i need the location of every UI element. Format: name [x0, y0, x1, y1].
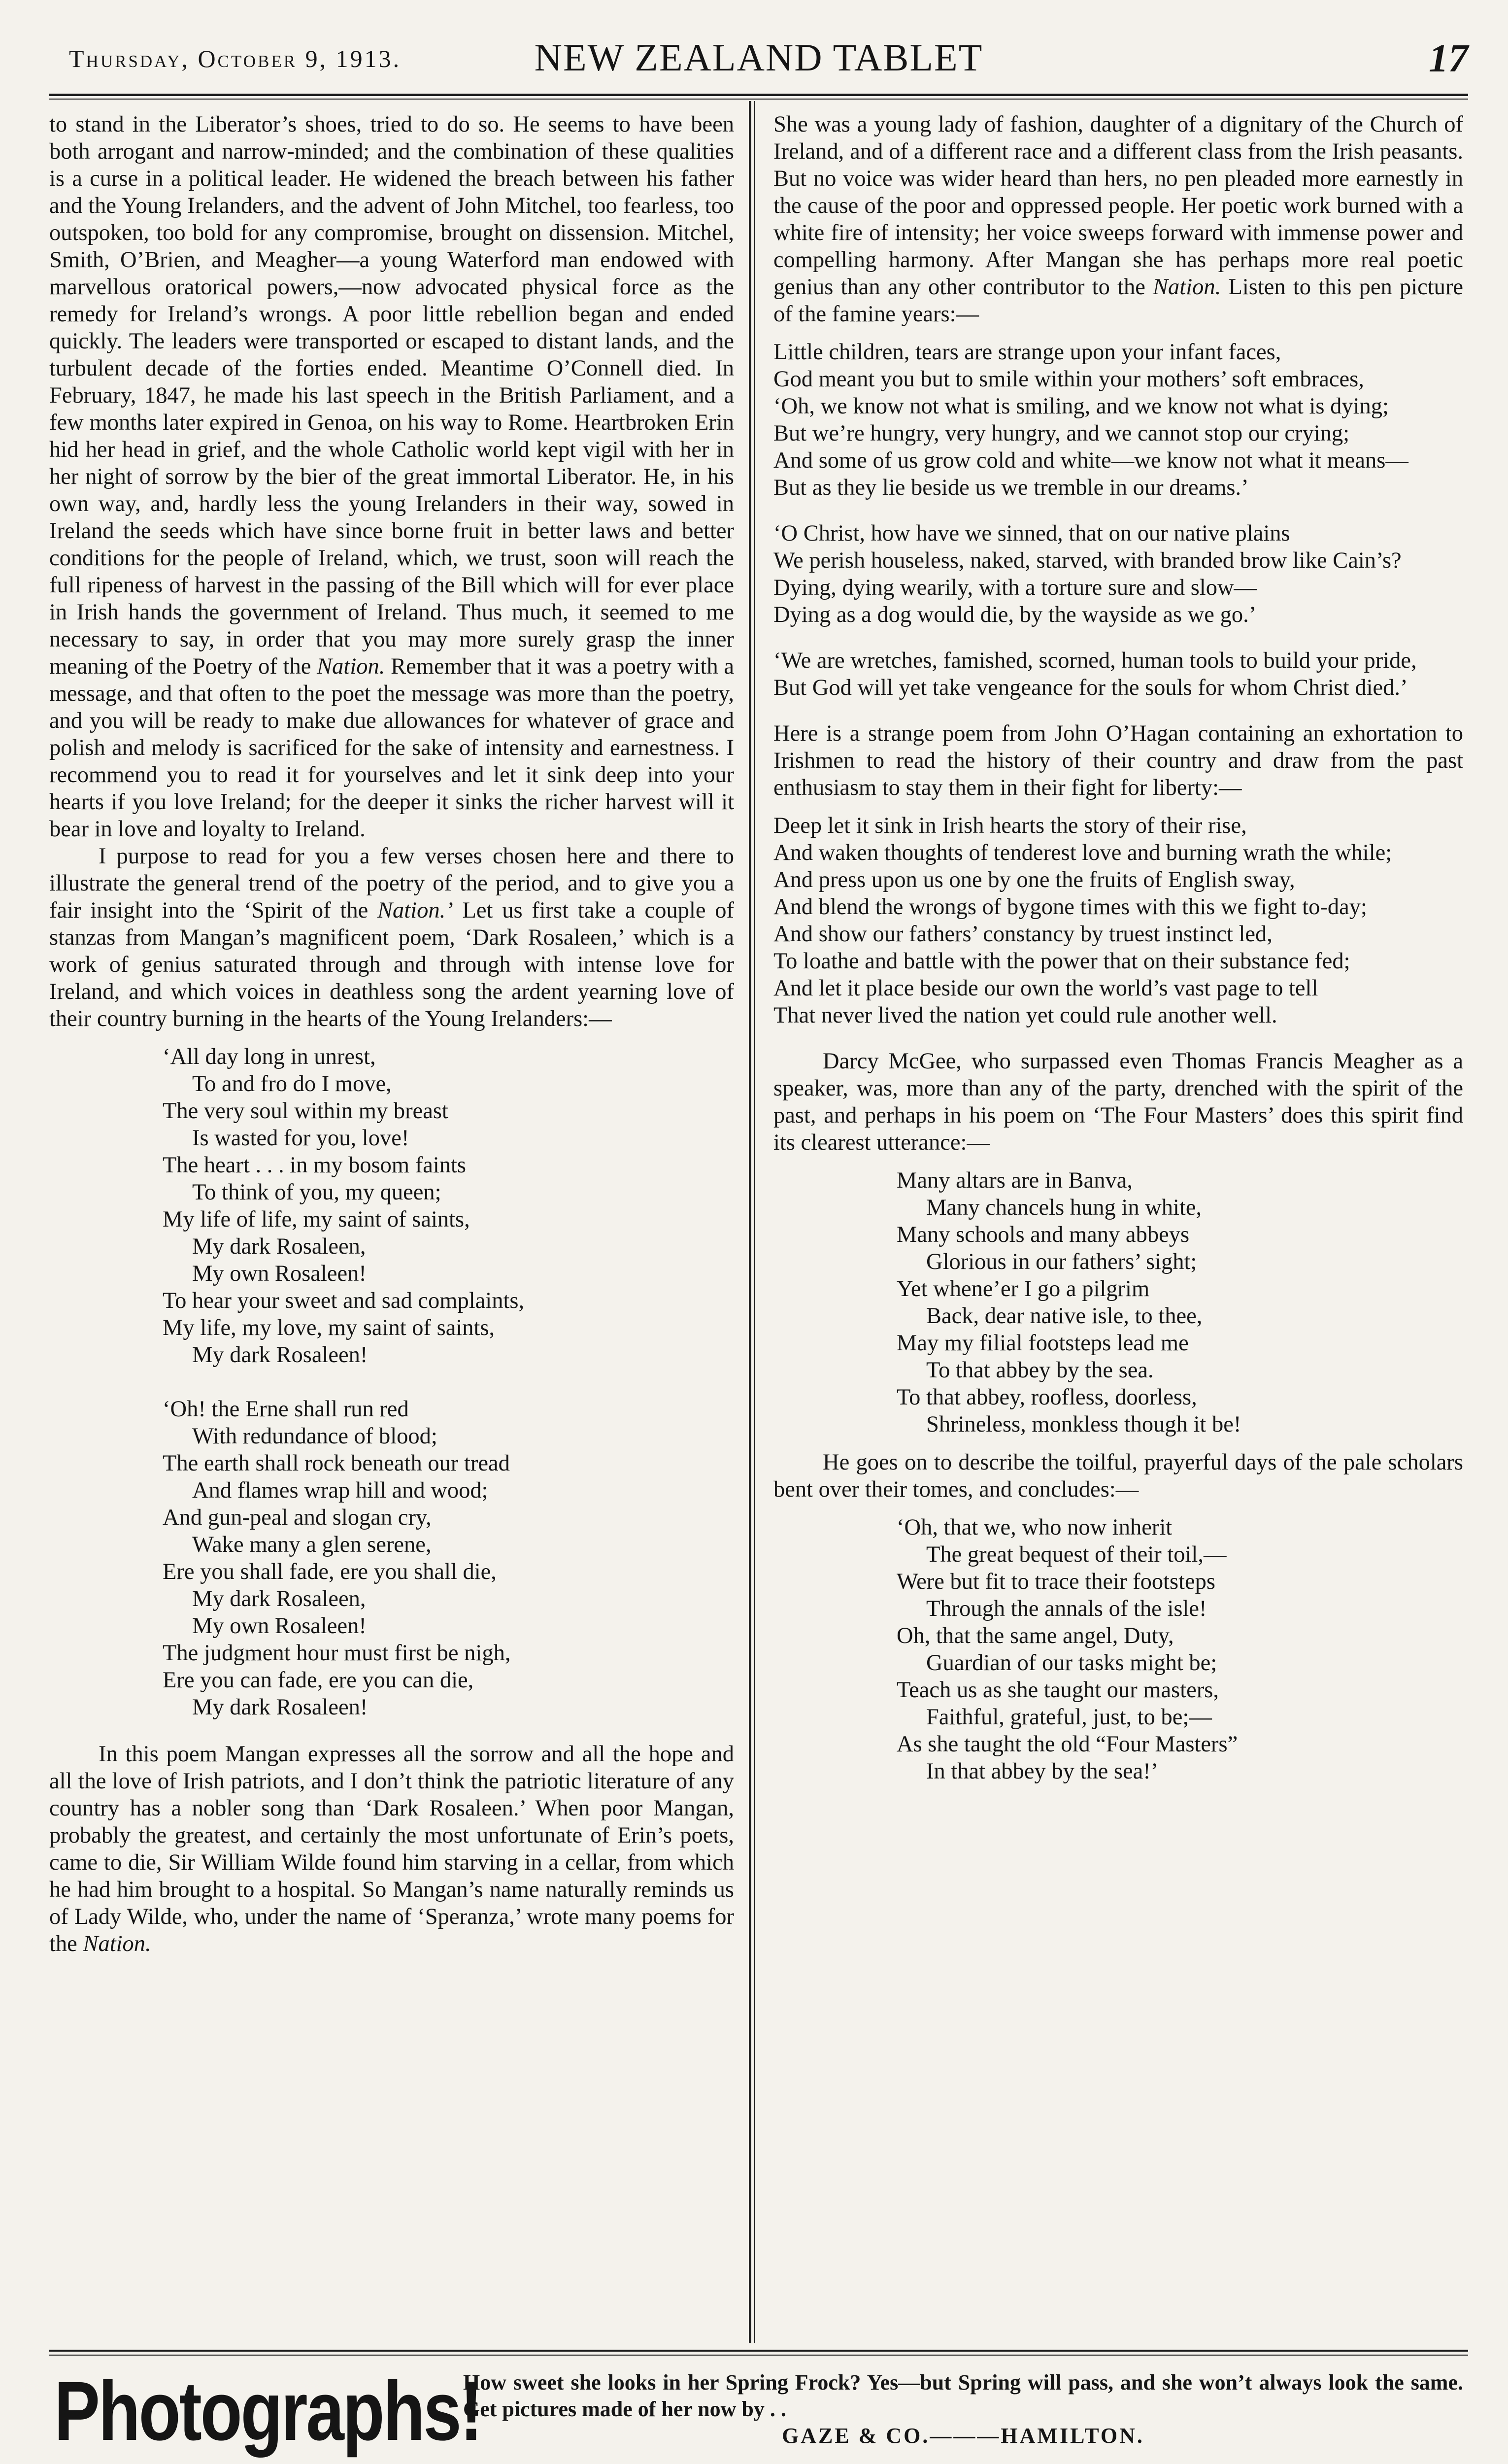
verse-line: And press upon us one by one the fruits of English sway, [773, 867, 1295, 892]
masthead-title: NEW ZEALAND TABLET [534, 36, 983, 79]
verse-line: The very soul within my breast [163, 1098, 448, 1124]
ad-signature: GAZE & CO.———HAMILTON. [782, 2424, 1144, 2448]
header-rule [49, 94, 1468, 96]
right-paragraph-3: Darcy McGee, who surpassed even Thomas Francis Meagher as a speaker, was, more than any of the party, drenched with the spirit of the past, and perhaps in his poem on ‘The Four Masters’ does this spirit find its clearest utterance:— [773, 1049, 1463, 1155]
issue-date: Thursday, October 9, 1913. [69, 45, 402, 72]
verse-line: ‘We are wretches, famished, scorned, human tools to build your pride, [773, 648, 1417, 673]
verse-line: The heart . . . in my bosom faints [163, 1153, 467, 1178]
poem-stanza [773, 520, 1463, 628]
verse-line: My dark Rosaleen! [192, 1695, 368, 1720]
verse-line: ‘Oh, we know not what is smiling, and we know not what is dying; [773, 394, 1389, 419]
poem-ohagan [773, 812, 1463, 1029]
verse-line: The great bequest of their toil,— [926, 1542, 1227, 1567]
left-column [49, 111, 734, 2348]
advertisement [54, 2364, 1463, 2464]
verse-line: Many altars are in Banva, [897, 1168, 1133, 1193]
verse-line: Shrineless, monkless though it be! [926, 1412, 1241, 1437]
left-paragraph-3: In this poem Mangan expresses all the sorrow and all the hope and all the love of Irish patriots, and I don’t think the patriotic literature of any country has a nobler song than ‘Dark Rosaleen.’ When poor Mangan, probably the greatest, and certainly the most unfortunate of Erin’s poets, came to die, Sir William Wilde found him starving in a cellar, from which he had him brought to a hospital. So Mangan’s name naturally reminds us of Lady Wilde, who, under the name of ‘Speranza,’ wrote many poems for the Nation. [49, 1742, 734, 1956]
verse-line: ‘All day long in unrest, [163, 1044, 376, 1069]
footer-rule [49, 2350, 1468, 2352]
verse-line: My own Rosaleen! [192, 1613, 367, 1639]
header-rule-thin [49, 99, 1468, 100]
verse-line: But we’re hungry, very hungry, and we cannot stop our crying; [773, 421, 1350, 446]
verse-line: My life, my love, my saint of saints, [163, 1315, 495, 1340]
right-paragraph-4: He goes on to describe the toilful, prayerful days of the pale scholars bent over their tomes, and concludes:— [773, 1450, 1463, 1502]
verse-line: Dying as a dog would die, by the wayside as we go.’ [773, 602, 1257, 627]
right-paragraph-1: She was a young lady of fashion, daughter of a dignitary of the Church of Ireland, and of a different race and a different class from the Irish peasants. But no voice was wider heard than hers, no pen pleaded more earnestly in the cause of the poor and oppressed people. Her poetic work burned with a white fire of intensity; her voice sweeps forward with immense power and compelling harmony. After Mangan she has perhaps more real poetic genius than any other contributor to the Nation. Listen to this pen picture of the famine years:— [773, 112, 1463, 327]
verse-line: To and fro do I move, [192, 1071, 392, 1096]
verse-line: Ere you shall fade, ere you shall die, [163, 1559, 497, 1584]
verse-line: And flames wrap hill and wood; [192, 1478, 488, 1503]
verse-line: Yet whene’er I go a pilgrim [897, 1276, 1150, 1301]
column-divider [749, 101, 751, 2343]
poem-famine-years [773, 339, 1463, 701]
verse-line: ‘Oh, that we, who now inherit [897, 1515, 1173, 1540]
column-divider-thin [754, 101, 755, 2343]
verse-line: And gun-peal and slogan cry, [163, 1505, 432, 1530]
poem-stanza [773, 339, 1463, 501]
verse-line: Deep let it sink in Irish hearts the story of their rise, [773, 813, 1247, 838]
verse-line: God meant you but to smile within your mothers’ soft embraces, [773, 367, 1364, 392]
verse-line: Through the annals of the isle! [926, 1596, 1207, 1621]
verse-line: Ere you can fade, ere you can die, [163, 1668, 474, 1693]
verse-line: To think of you, my queen; [192, 1180, 441, 1205]
poem-stanza [897, 1514, 1463, 1785]
verse-line: We perish houseless, naked, starved, with branded brow like Cain’s? [773, 548, 1402, 573]
verse-line: Faithful, grateful, just, to be;— [926, 1705, 1212, 1730]
verse-line: Teach us as she taught our masters, [897, 1677, 1219, 1703]
verse-line: And waken thoughts of tenderest love and burning wrath the while; [773, 840, 1392, 865]
verse-line: Many chancels hung in white, [926, 1195, 1202, 1220]
poem-inherit [773, 1514, 1463, 1785]
poem-four-masters [773, 1167, 1463, 1438]
verse-line: My life of life, my saint of saints, [163, 1207, 470, 1232]
page-number: 17 [1429, 37, 1468, 80]
verse-line: Is wasted for you, love! [192, 1126, 409, 1151]
verse-line: Were but fit to trace their footsteps [897, 1569, 1216, 1594]
ad-headline: Photographs! [54, 2364, 481, 2458]
verse-line: ‘Oh! the Erne shall run red [163, 1397, 409, 1422]
right-paragraph-2: Here is a strange poem from John O’Hagan containing an exhortation to Irishmen to read the history of their country and draw from the past enthusiasm to stay them in their fight for liberty:— [773, 721, 1463, 800]
left-paragraph-2: I purpose to read for you a few verses chosen here and there to illustrate the general trend of the poetry of the period, and to give you a fair insight into the ‘Spirit of the Nation.’ Let us first take a couple of stanzas from Mangan’s magnificent poem, ‘Dark Rosaleen,’ which is a work of genius saturated through and through with intense love for Ireland, and which voices in deathless song the ardent yearning love of their country burning in the hearts of the Young Irelanders:— [49, 844, 734, 1031]
poem-stanza [163, 1043, 734, 1369]
right-column [773, 111, 1463, 2348]
verse-line: And blend the wrongs of bygone times with this we fight to-day; [773, 894, 1367, 920]
verse-line: The earth shall rock beneath our tread [163, 1451, 510, 1476]
verse-line: With redundance of blood; [192, 1424, 437, 1449]
page-header [49, 34, 1468, 94]
verse-line: And let it place beside our own the world’s vast page to tell [773, 976, 1318, 1001]
verse-line: And show our fathers’ constancy by truest instinct led, [773, 922, 1273, 947]
verse-line: The judgment hour must first be nigh, [163, 1641, 511, 1666]
verse-line: Oh, that the same angel, Duty, [897, 1623, 1174, 1648]
verse-line: As she taught the old “Four Masters” [897, 1732, 1238, 1757]
verse-line: My dark Rosaleen, [192, 1234, 366, 1259]
verse-line: And some of us grow cold and white—we know not what it means— [773, 448, 1408, 473]
left-paragraph-1: to stand in the Liberator’s shoes, tried to do so. He seems to have been both arrogant and narrow-minded; and the combination of these qualities is a curse in a political leader. He widened the breach between his father and the Young Irelanders, and the advent of John Mitchel, too fearless, too outspoken, too bold for any compromise, brought on dissension. Mitchel, Smith, O’Brien, and Meagher—a young Waterford man endowed with marvellous oratorical powers,—now advocated physical force as the remedy for Ireland’s wrongs. A poor little rebellion began and ended quickly. The leaders were transported or escaped to distant lands, and the turbulent decade of the forties ended. Meantime O’Connell died. In February, 1847, he made his last speech in the British Parliament, and a few months later expired in Genoa, on his way to Rome. Heartbroken Erin hid her head in grief, and the whole Catholic world kept vigil with her in her night of sorrow by the bier of the great immortal Liberator. He, in his own way, and, hardly less the young Irelanders in their way, sowed in Ireland the seeds which have since borne fruit in better laws and better conditions for the people of Ireland, which, we trust, soon will reach the full ripeness of harvest in the passing of the Bill which will for ever place in Irish hands the government of Ireland. Thus much, it seemed to me necessary to say, in order that you may more surely grasp the inner meaning of the Poetry of the Nation. Remember that it was a poetry with a message, and that often to the poet the message was more than the poetry, and you will be ready to make due allowances for whatever of grace and polish and melody is sacrificed for the sake of intensity and earnestness. I recommend you to read it for yourselves and let it sink deep into your hearts if you love Ireland; for the deeper it sinks the richer harvest will it bear in love and loyalty to Ireland. [49, 112, 734, 842]
verse-line: But as they lie beside us we tremble in our dreams.’ [773, 475, 1249, 500]
verse-line: To loathe and battle with the power that on their substance fed; [773, 949, 1350, 974]
poem-stanza [897, 1167, 1463, 1438]
verse-line: My own Rosaleen! [192, 1261, 367, 1286]
poem-stanza [773, 812, 1463, 1029]
verse-line: To hear your sweet and sad complaints, [163, 1288, 525, 1313]
ad-copy [463, 2369, 1463, 2449]
ad-copy-text: How sweet she looks in her Spring Frock? Yes—but Spring will pass, and she won’t always look the same. Get pictures made of her now by . . [463, 2370, 1463, 2421]
verse-line: Wake many a glen serene, [192, 1532, 432, 1557]
verse-line: Many schools and many abbeys [897, 1222, 1190, 1247]
poem-dark-rosaleen [49, 1043, 734, 1721]
poem-stanza [163, 1396, 734, 1721]
verse-line: But God will yet take vengeance for the souls for whom Christ died.’ [773, 675, 1408, 700]
verse-line: ‘O Christ, how have we sinned, that on our native plains [773, 521, 1290, 546]
verse-line: In that abbey by the sea!’ [926, 1759, 1159, 1784]
poem-stanza [773, 647, 1463, 701]
footer-rule-thin [49, 2355, 1468, 2356]
verse-line: Glorious in our fathers’ sight; [926, 1249, 1197, 1274]
verse-line: Dying, dying wearily, with a torture sure and slow— [773, 575, 1257, 600]
verse-line: Back, dear native isle, to thee, [926, 1303, 1203, 1329]
verse-line: Little children, tears are strange upon your infant faces, [773, 340, 1281, 365]
verse-line: To that abbey, roofless, doorless, [897, 1385, 1197, 1410]
verse-line: To that abbey by the sea. [926, 1358, 1154, 1383]
verse-line: That never lived the nation yet could rule another well. [773, 1003, 1277, 1028]
verse-line: My dark Rosaleen, [192, 1586, 366, 1611]
verse-line: Guardian of our tasks might be; [926, 1650, 1217, 1676]
verse-line: My dark Rosaleen! [192, 1342, 368, 1368]
verse-line: May my filial footsteps lead me [897, 1331, 1189, 1356]
